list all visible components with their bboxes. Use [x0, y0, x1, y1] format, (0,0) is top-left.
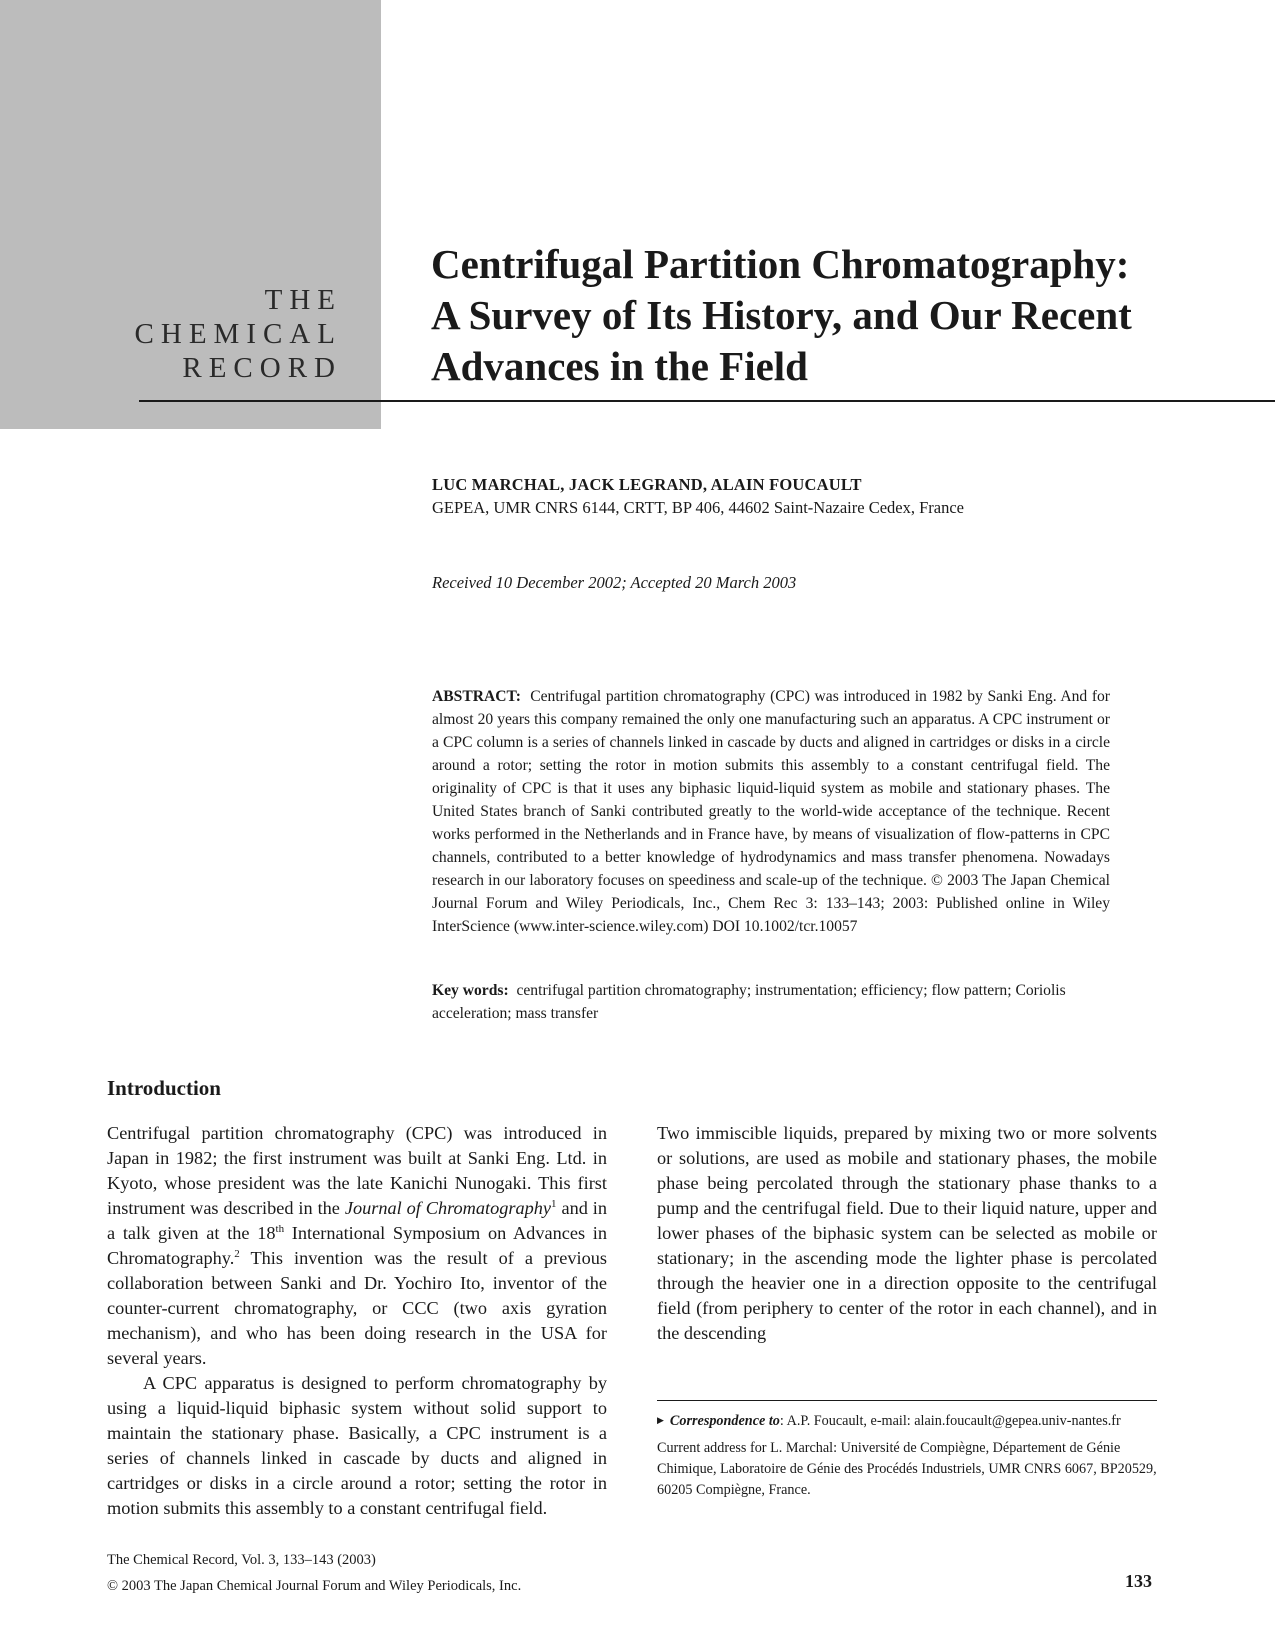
journal-citation: Journal of Chromatography	[344, 1198, 552, 1218]
body-paragraph: Two immiscible liquids, prepared by mixing two or more solvents or solutions, are used as mobile and stationary phases, the mobile phase being percolated through the stationary phase thanks to a pump and the centrifugal field. Due to their liquid nature, upper and lower phases of the biphasic system can be selected as mobile or stationary; in the ascending mode the lighter phase is percolated through the heavier one in a direction opposite to the centrifugal field (from periphery to center of the rotor in each channel), and in the descending	[657, 1123, 1157, 1343]
triangle-marker-icon: ▶	[657, 1415, 664, 1425]
text-run: and in a talk given at the 18	[107, 1198, 608, 1243]
abstract	[432, 685, 1110, 938]
text-run: Centrifugal partition chromatography (CPC) was introduced in Japan in 1982; the first instrument was built at Sanki Eng. Ltd. in Kyoto, whose president was the late Kanichi Nunogaki. This first instrument was described in the	[107, 1123, 607, 1218]
keywords-label: Key words:	[432, 982, 509, 999]
abstract-label: ABSTRACT:	[432, 688, 521, 705]
received-dates: Received 10 December 2002; Accepted 20 March 2003	[432, 573, 797, 592]
correspondence-text: : A.P. Foucault, e-mail: alain.foucault@gepea.univ-nantes.fr	[779, 1413, 1121, 1429]
abstract-text: Centrifugal partition chromatography (CPC) was introduced in 1982 by Sanki Eng. And for almost 20 years this company remained the only one manufacturing such an apparatus. A CPC instrument or a CPC column is a series of channels linked in cascade by ducts and aligned in cartridges or disks in a circle around a rotor; setting the rotor in motion submits this assembly to a constant centrifugal field. The originality of CPC is that it uses any biphasic liquid-liquid system as mobile and stationary phases. The United States branch of Sanki contributed greatly to the world-wide acceptance of the technique. Recent works performed in the Netherlands and in France have, by means of visualization of flow-patterns in CPC channels, contributed to a better knowledge of hydrodynamics and mass transfer phenomena. Nowadays research in our laboratory focuses on speediness and scale-up of the technique. © 2003 The Japan Chemical Journal Forum and Wiley Periodicals, Inc., Chem Rec 3: 133–143; 2003: Published online in Wiley InterScience (www.inter-science.wiley.com) DOI 10.1002/tcr.10057	[432, 688, 1111, 935]
keywords	[432, 979, 1110, 1025]
ordinal-suffix: th	[275, 1222, 285, 1235]
reference-marker: 1	[551, 1197, 557, 1210]
affiliation: GEPEA, UMR CNRS 6144, CRTT, BP 406, 44602 Saint-Nazaire Cedex, France	[432, 498, 965, 517]
footnote-divider	[657, 1400, 1157, 1401]
reference-marker: 2	[234, 1247, 240, 1260]
title-line: Advances in the Field	[431, 343, 808, 389]
authors: LUC MARCHAL, JACK LEGRAND, ALAIN FOUCAULT	[432, 475, 862, 494]
article-title	[431, 239, 1231, 392]
title-divider	[139, 400, 1275, 402]
current-address-note: Current address for L. Marchal: Université de Compiègne, Département de Génie Chimique, Laboratoire de Génie des Procédés Industriels, UMR CNRS 6067, BP20529, 60205 Compiègne, France.	[657, 1440, 1157, 1498]
title-line: Centrifugal Partition Chromatography:	[431, 241, 1130, 287]
page-number: 133	[1125, 1571, 1152, 1591]
journal-name	[100, 283, 342, 385]
correspondence-label: Correspondence to	[669, 1413, 780, 1429]
journal-name-line: CHEMICAL	[134, 318, 342, 350]
section-heading: Introduction	[107, 1076, 221, 1100]
body-column-left	[107, 1121, 607, 1521]
body-column-right	[657, 1121, 1157, 1346]
journal-name-line: THE	[264, 284, 342, 316]
correspondence-note	[657, 1410, 1157, 1432]
footer-citation: The Chemical Record, Vol. 3, 133–143 (2003)	[107, 1552, 376, 1568]
title-line: A Survey of Its History, and Our Recent	[431, 292, 1132, 338]
footer-copyright: © 2003 The Japan Chemical Journal Forum and Wiley Periodicals, Inc.	[107, 1578, 522, 1594]
text-run: This invention was the result of a previous collaboration between Sanki and Dr. Yochiro Ito, inventor of the counter-current chromatography, or CCC (two axis gyration mechanism), and who has been doing research in the USA for several years.	[107, 1248, 607, 1368]
keywords-text: centrifugal partition chromatography; instrumentation; efficiency; flow pattern; Coriolis acceleration; mass transfer	[432, 982, 1066, 1022]
page-footer	[107, 1547, 521, 1599]
body-paragraph: A CPC apparatus is designed to perform chromatography by using a liquid-liquid biphasic system without solid support to maintain the stationary phase. Basically, a CPC instrument is a series of channels linked in cascade by ducts and aligned in cartridges or disks in a circle around a rotor; setting the rotor in motion submits this assembly to a constant centrifugal field.	[107, 1373, 607, 1518]
journal-name-line: RECORD	[182, 352, 342, 384]
body-paragraph	[107, 1121, 607, 1371]
footnotes	[657, 1410, 1157, 1507]
text-run: International Symposium on Advances in Chromatography.	[107, 1223, 607, 1268]
